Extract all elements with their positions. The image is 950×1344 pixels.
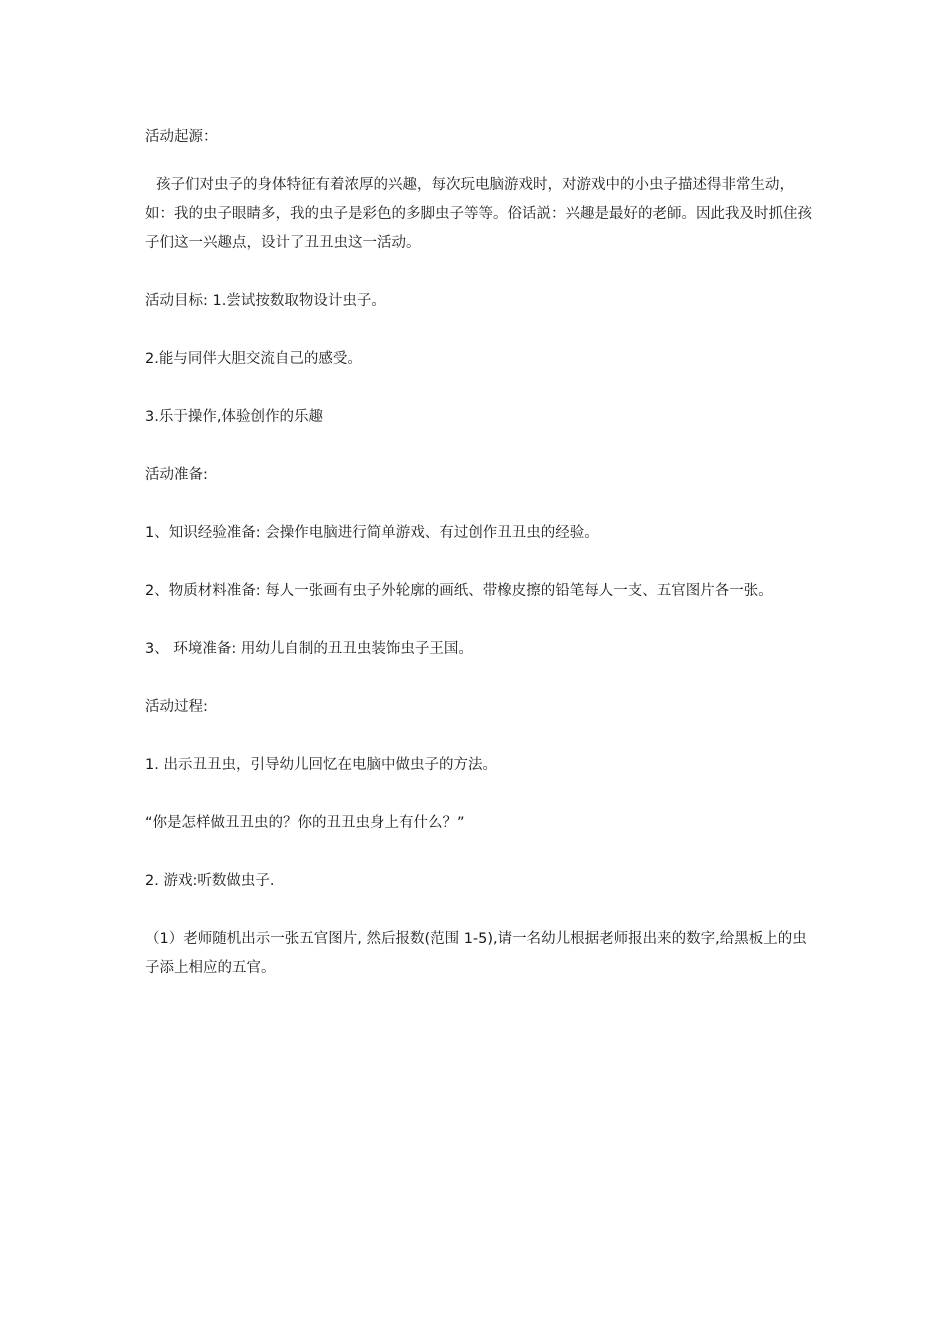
paragraph-goal-1: 活动目标: 1.尝试按数取物设计虫子。 bbox=[145, 293, 386, 309]
heading-activity-origin: 活动起源： bbox=[145, 129, 218, 145]
paragraph-goal-2: 2.能与同伴大胆交流自己的感受。 bbox=[145, 351, 362, 367]
paragraph-process-quote: “你是怎样做丑丑虫的？你的丑丑虫身上有什么？” bbox=[145, 815, 465, 831]
paragraph-process-step-1: 1. 出示丑丑虫，引导幼儿回忆在电脑中做虫子的方法。 bbox=[145, 757, 497, 773]
paragraph-origin-text: 孩子们对虫子的身体特征有着浓厚的兴趣，每次玩电脑游戏时，对游戏中的小虫子描述得非常生动，如：我的虫子眼睛多，我的虫子是彩色的多脚虫子等等。俗话説：兴趣是最好的老師。因此我及时抓住孩子们这一兴趣点，设计了丑丑虫这一活动。 bbox=[145, 177, 812, 251]
paragraph-process-step-2: 2. 游戏:听数做虫子. bbox=[145, 873, 275, 889]
document-body bbox=[145, 123, 813, 983]
paragraph-goal-3: 3.乐于操作,体验创作的乐趣 bbox=[145, 409, 323, 425]
paragraph-prep-materials: 2、物质材料准备: 每人一张画有虫子外轮廓的画纸、带橡皮擦的铅笔每人一支、五官图片各一张。 bbox=[145, 583, 773, 599]
heading-activity-process: 活动过程: bbox=[145, 699, 208, 715]
paragraph-process-step-2-1: （1）老师随机出示一张五官图片, 然后报数(范围 1-5),请一名幼儿根据老师报出来的数字,给黑板上的虫子添上相应的五官。 bbox=[145, 931, 807, 976]
paragraph-prep-knowledge: 1、知识经验准备: 会操作电脑进行简单游戏、有过创作丑丑虫的经验。 bbox=[145, 525, 599, 541]
paragraph-prep-environment: 3、 环境准备: 用幼儿自制的丑丑虫装饰虫子王国。 bbox=[145, 641, 473, 657]
heading-activity-preparation: 活动准备: bbox=[145, 467, 208, 483]
